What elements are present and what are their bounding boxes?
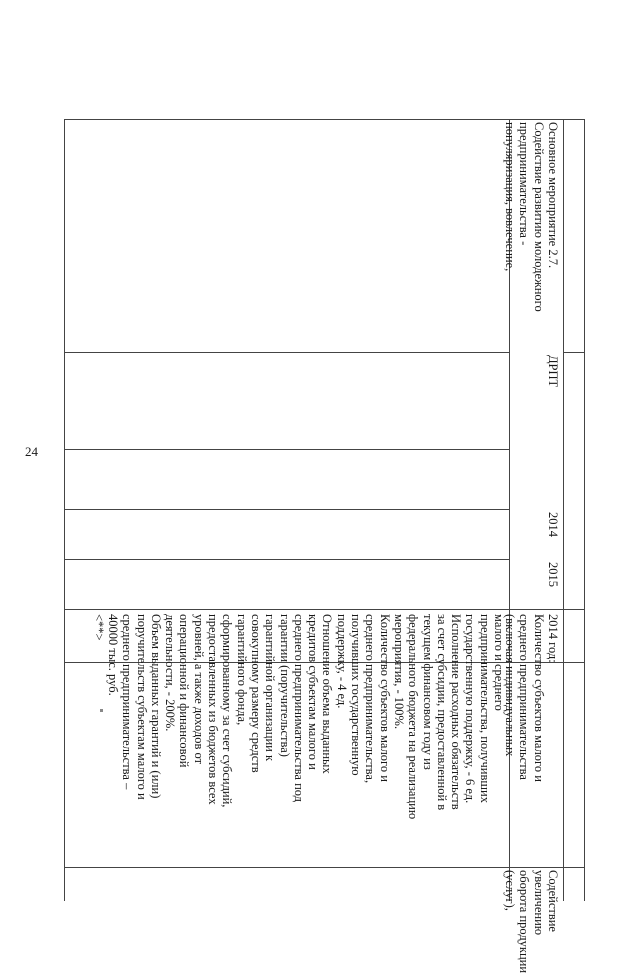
- column-divider: [65, 509, 510, 510]
- indicators-cell-lower: 2014 год: Количество субъектов малого и среднего предпринимательства (включая индивидуальных: [503, 614, 560, 782]
- table-left-border: [65, 119, 585, 120]
- table-bottom-border: [64, 119, 65, 901]
- column-divider: [65, 352, 510, 353]
- column-divider: [65, 449, 510, 450]
- executor-cell: ДРПТ: [546, 355, 560, 388]
- measure-cell: Основное мероприятие 2.7. Содействие развитию молодежного предпринимательства - популяризация, вовлечение,: [503, 122, 560, 312]
- end-year-cell: 2015: [546, 562, 560, 587]
- result-cell: Содействие увеличению оборота продукции (услуг),: [503, 870, 560, 974]
- column-divider: [564, 352, 585, 353]
- document-table: [65, 119, 585, 974]
- scan-speck: [100, 709, 103, 712]
- column-divider: [65, 867, 585, 868]
- start-year-cell: 2014: [546, 512, 560, 537]
- table-top-border: [584, 119, 585, 901]
- page-number-text: 24: [25, 444, 38, 459]
- column-divider: [65, 609, 585, 610]
- page-number: [24, 444, 39, 460]
- column-divider: [65, 559, 510, 560]
- indicators-cell-upper: малого и среднего предпринимательства, получивших государственную поддержку, - 6 ед. Исполнение расходных обязательств за счет субсидии, предоставленной в текущем финансовом году из федерального бюджета на реализацию мероприятия, - 100%. Количество субъектов малого и среднего предпринимательства, получивших государственную поддержку, - 4 ед. Отношение объема выданных кредитов субъектам малого и среднего предпринимательства под гарантии (поручительства) гарантийной организации к совокупному размеру средств гарантийного фонда, сформированному за счет субсидий, предоставленных из бюджетов всех уровней, а также доходов от операционной и финансовой деятельности, - 200%. Объем выданных гарантий и (или) поручительств субъектам малого и среднего предпринимательства – 40000 тыс. руб. <**>: [91, 614, 506, 820]
- table-row-divider: [563, 119, 564, 901]
